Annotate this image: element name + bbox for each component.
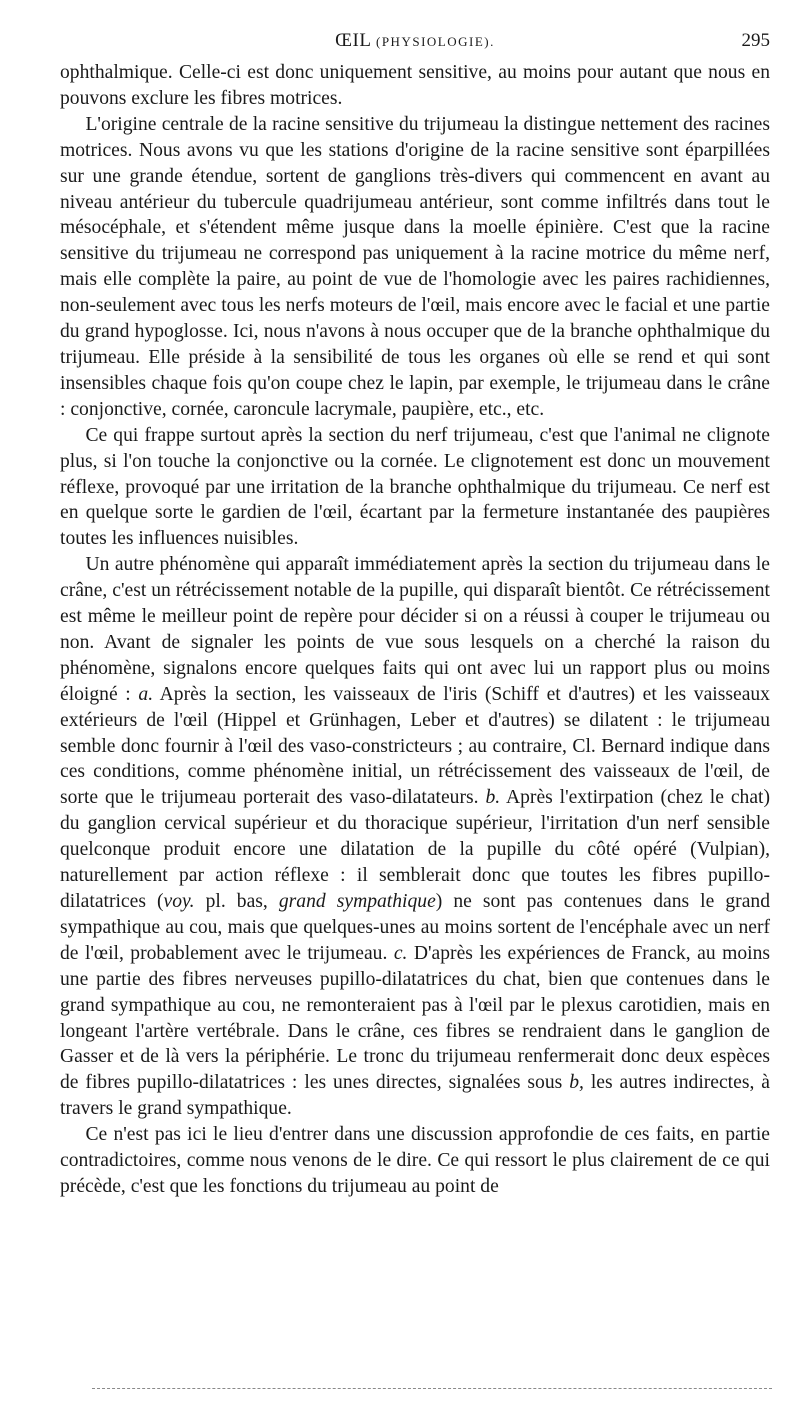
paragraph xyxy=(60,112,770,423)
page-number: 295 xyxy=(741,30,770,51)
running-title-sub: (PHYSIOLOGIE). xyxy=(376,34,495,49)
italic-text: b, xyxy=(569,1072,584,1094)
italic-text: grand sympathique xyxy=(278,891,436,912)
italic-text: b. xyxy=(485,787,501,809)
text-run: D'après les expériences de Franck, au moins une partie des fibres nerveuses pupillo-dilatatrices du chat, bien que contenues dans le grand sympathique au cou, ne remonteraient pas à l'œil par le plexus carotidien, mais en longeant l'artère vertébrale. Dans le crâne, ces fibres se rendraient dans le ganglion de Gasser et de là vers la périphérie. Le tronc du trijumeau renfermerait donc deux espèces de fibres pupillo-dilatatrices : les unes directes, signalées sous xyxy=(60,942,770,1094)
italic-text: c. xyxy=(393,942,408,964)
body-text xyxy=(60,60,770,1200)
text-run: Un autre phénomène qui apparaît immédiatement après la section du trijumeau dans le crâne, c'est un rétrécissement notable de la pupille, qui disparaît bientôt. Ce rétrécissement est même le meilleur point de repère pour décider si on a réussi à couper le trijumeau ou non. Avant de signaler les points de vue sous lesquels on a cherché la raison du phénomène, signalons encore quelques faits qui ont avec lui un rapport plus ou moins éloigné : xyxy=(60,554,770,705)
italic-text: voy. xyxy=(163,891,195,912)
text-run: Après l'extirpation (chez le chat) du ganglion cervical supérieur et du thoracique supérieur, l'irritation d'un nerf sensible quelconque produit encore une dilatation de la pupille du côté opéré (Vulpian), naturellement par action réflexe : il semblerait donc que toutes les fibres pupillo-dilatatrices ( xyxy=(60,787,770,912)
italic-text: a. xyxy=(138,683,154,705)
paragraph xyxy=(60,60,770,112)
text-run: L'origine centrale de la racine sensitive du trijumeau la distingue nettement des racines motrices. Nous avons vu que les stations d'origine de la racine sensitive sont éparpillées sur une grande étendue, sortent de ganglions très-divers qui commencent en avant au niveau antérieur du tubercule quadrijumeau antérieur, sont comme infiltrés dans tout le mésocéphale, et s'étendent même jusque dans la moelle épinière. C'est que la racine sensitive du trijumeau ne correspond pas uniquement à la racine motrice du même nerf, mais elle complète la paire, au point de vue de l'homologie avec les paires rachidiennes, non-seulement avec tous les nerfs moteurs de l'œil, mais encore avec le facial et une partie du grand hypoglosse. Ici, nous n'avons à nous occuper que de la branche ophthalmique du trijumeau. Elle préside à la sensibilité de tous les organes où elle se rend et qui sont insensibles chaque fois qu'on coupe chez le lapin, par exemple, le trijumeau dans le crâne : conjonctive, cornée, caroncule lacrymale, paupière, etc., etc. xyxy=(60,113,770,420)
text-run: pl. bas, xyxy=(194,891,279,912)
footer-rule xyxy=(92,1388,772,1389)
book-page xyxy=(60,24,770,1200)
text-run: ophthalmique. Celle-ci est donc uniquement sensitive, au moins pour autant que nous en pouvons exclure les fibres motrices. xyxy=(60,62,770,109)
text-run: Après la section, les vaisseaux de l'iris (Schiff et d'autres) et les vaisseaux extérieurs de l'œil (Hippel et Grünhagen, Leber et d'autres) se dilatent : le trijumeau semble donc fournir à l'œil des vaso-constricteurs ; au contraire, Cl. Bernard indique dans ces conditions, comme phénomène initial, un rétrécissement des vaisseaux de l'œil, de sorte que le trijumeau porterait des vaso-dilatateurs. xyxy=(60,683,770,809)
text-run: ) ne sont pas contenues dans le grand sympathique au cou, mais que quelques-unes au moins sortent de l'encéphale avec un nerf de l'œil, probablement avec le trijumeau. xyxy=(60,891,770,964)
running-title-main: ŒIL xyxy=(335,30,371,51)
text-run: Ce qui frappe surtout après la section du nerf trijumeau, c'est que l'animal ne clignote plus, si l'on touche la conjonctive ou la cornée. Le clignotement est donc un mouvement réflexe, provoqué par une irritation de la branche ophthalmique du trijumeau. Ce nerf est en quelque sorte le gardien de l'œil, écartant par la fermeture instantanée des paupières toutes les influences nuisibles. xyxy=(60,424,770,550)
paragraph xyxy=(60,423,770,553)
running-head xyxy=(60,24,770,60)
text-run: les autres indirectes, à travers le grand sympathique. xyxy=(60,1072,770,1120)
paragraph xyxy=(60,552,770,1122)
text-run: Ce n'est pas ici le lieu d'entrer dans une discussion approfondie de ces faits, en partie contradictoires, comme nous venons de le dire. Ce qui ressort le plus clairement de ce qui précède, c'est que les fonctions du trijumeau au point de xyxy=(60,1124,770,1197)
running-title xyxy=(60,30,770,52)
paragraph xyxy=(60,1122,770,1200)
